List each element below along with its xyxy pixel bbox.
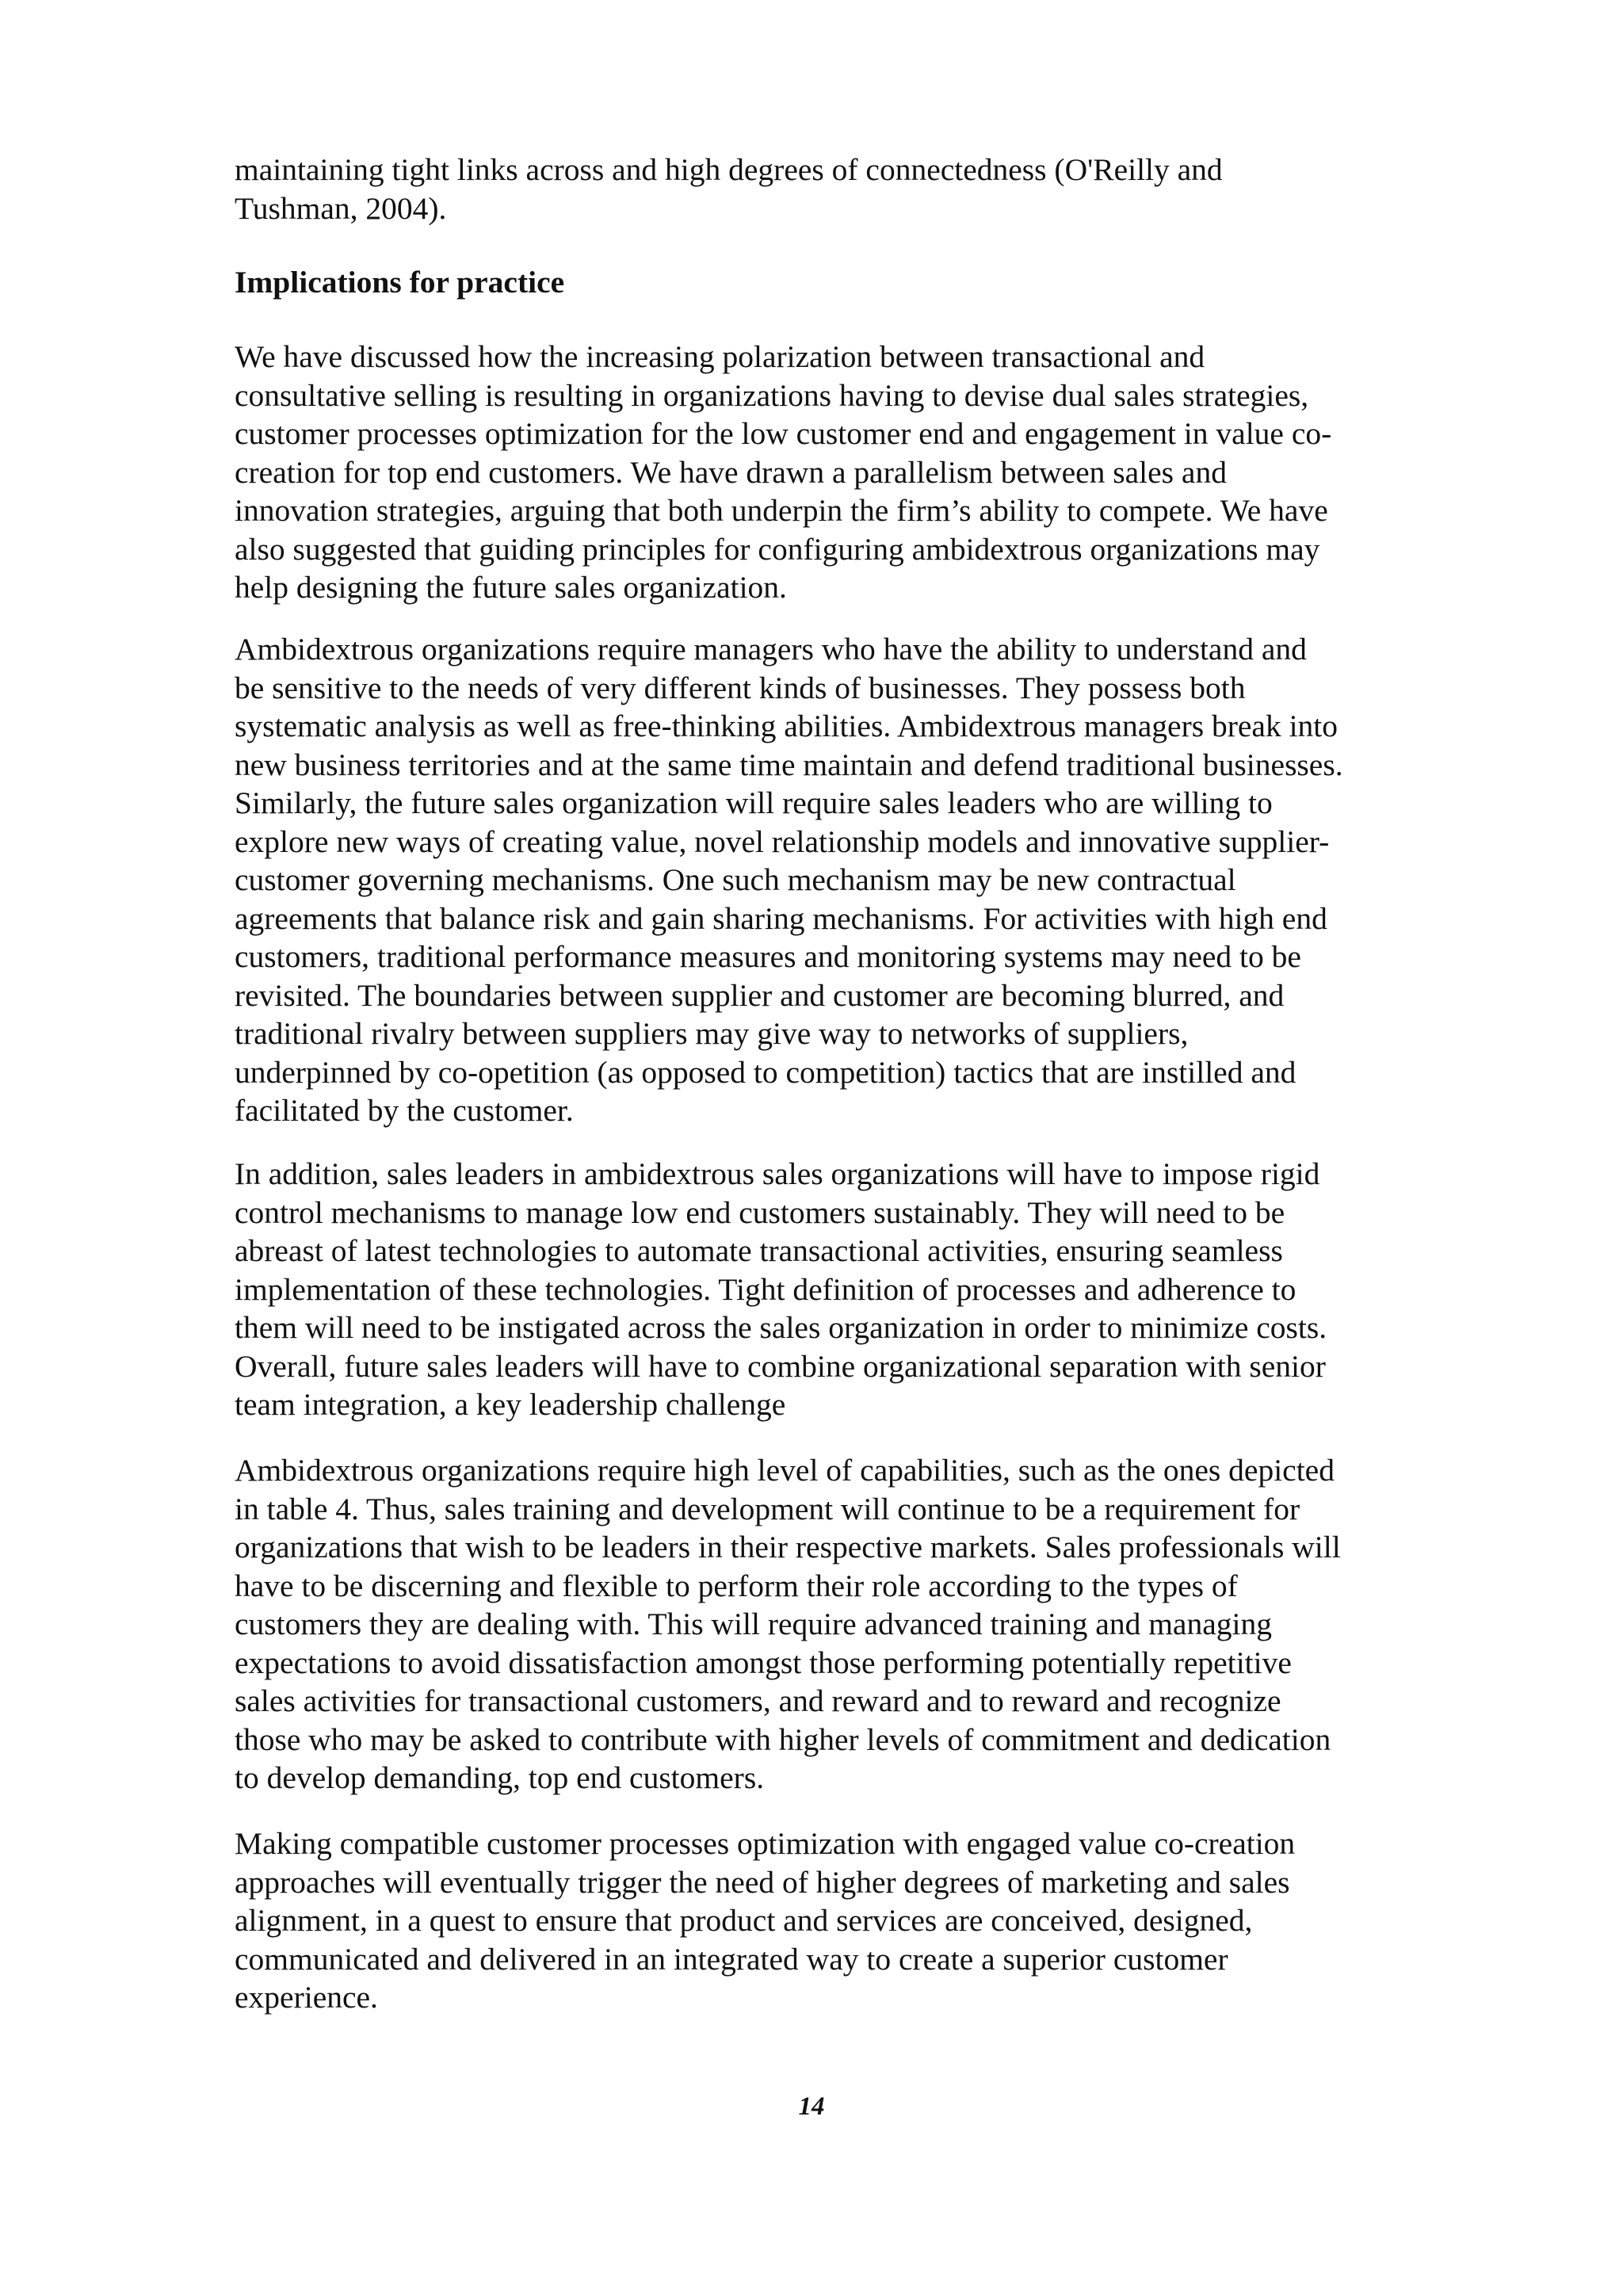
text-line: help designing the future sales organization. [235, 570, 787, 605]
text-line: Overall, future sales leaders will have to combine organizational separation with senior [235, 1348, 1326, 1384]
text-line: Ambidextrous organizations require high level of capabilities, such as the ones depicted [235, 1453, 1335, 1488]
text-line: explore new ways of creating value, novel relationship models and innovative supplier- [235, 823, 1330, 859]
text-line: sales activities for transactional customers, and reward and to reward and recognize [235, 1683, 1281, 1718]
text-line: In addition, sales leaders in ambidextrous sales organizations will have to impose rigid [235, 1156, 1320, 1191]
paragraph-discussion-summary [235, 338, 1331, 607]
text-line: creation for top end customers. We have drawn a parallelism between sales and [235, 454, 1227, 490]
text-line: We have discussed how the increasing polarization between transactional and [235, 339, 1205, 374]
text-line: Tushman, 2004). [235, 190, 447, 226]
text-line: maintaining tight links across and high degrees of connectedness (O'Reilly and [235, 152, 1223, 187]
text-line: in table 4. Thus, sales training and development will continue to be a requirement for [235, 1491, 1300, 1526]
text-line: revisited. The boundaries between supplier and customer are becoming blurred, and [235, 977, 1285, 1013]
page-number: 14 [798, 2092, 825, 2121]
text-line: traditional rivalry between suppliers may give way to networks of suppliers, [235, 1016, 1189, 1051]
text-line: them will need to be instigated across the sales organization in order to minimize costs. [235, 1310, 1327, 1345]
text-line: innovation strategies, arguing that both underpin the firm’s ability to compete. We have [235, 493, 1328, 528]
section-heading: Implications for practice [235, 265, 565, 300]
paragraph-intro-continuation [235, 151, 1223, 227]
text-line: communicated and delivered in an integrated way to create a superior customer [235, 1941, 1228, 1977]
paragraph-sales-leaders [235, 1155, 1327, 1424]
text-line: control mechanisms to manage low end customers sustainably. They will need to be [235, 1194, 1285, 1230]
text-line: expectations to avoid dissatisfaction amongst those performing potentially repetitive [235, 1645, 1292, 1680]
text-line: implementation of these technologies. Tight definition of processes and adherence to [235, 1271, 1296, 1307]
text-line: systematic analysis as well as free-thinking abilities. Ambidextrous managers break into [235, 709, 1338, 743]
text-line: Similarly, the future sales organization will require sales leaders who are willing to [235, 785, 1273, 820]
text-line: experience. [235, 1980, 378, 2015]
text-line: organizations that wish to be leaders in their respective markets. Sales professionals will [235, 1530, 1341, 1564]
text-line: Ambidextrous organizations require managers who have the ability to understand and [235, 632, 1307, 667]
text-line: team integration, a key leadership challenge [235, 1387, 786, 1422]
paragraph-capabilities [235, 1451, 1341, 1797]
text-line: new business territories and at the same time maintain and defend traditional businesses. [235, 747, 1343, 782]
text-line: be sensitive to the needs of very different kinds of businesses. They possess both [235, 670, 1246, 705]
text-line: customers, traditional performance measures and monitoring systems may need to be [235, 939, 1301, 974]
text-line: alignment, in a quest to ensure that product and services are conceived, designed, [235, 1903, 1253, 1938]
text-line: approaches will eventually trigger the need of higher degrees of marketing and sales [235, 1864, 1290, 1900]
text-line: have to be discerning and flexible to perform their role according to the types of [235, 1568, 1238, 1603]
text-line: customers they are dealing with. This will require advanced training and managing [235, 1606, 1272, 1641]
text-line: also suggested that guiding principles for configuring ambidextrous organizations may [235, 531, 1320, 567]
paragraph-marketing-alignment [235, 1824, 1295, 2017]
text-line: consultative selling is resulting in organizations having to devise dual sales strategies, [235, 377, 1309, 413]
text-line: to develop demanding, top end customers. [235, 1760, 765, 1795]
text-line: customer governing mechanisms. One such mechanism may be new contractual [235, 862, 1236, 897]
text-line: underpinned by co-opetition (as opposed to competition) tactics that are instilled and [235, 1054, 1296, 1090]
text-line: Making compatible customer processes optimization with engaged value co-creation [235, 1826, 1296, 1861]
text-line: those who may be asked to contribute with higher levels of commitment and dedication [235, 1721, 1331, 1757]
paragraph-ambidextrous-managers [235, 630, 1343, 1130]
text-line: customer processes optimization for the low customer end and engagement in value co- [235, 416, 1332, 451]
text-line: facilitated by the customer. [235, 1093, 574, 1128]
text-line: agreements that balance risk and gain sharing mechanisms. For activities with high end [235, 900, 1327, 936]
text-line: abreast of latest technologies to automate transactional activities, ensuring seamless [235, 1233, 1283, 1268]
